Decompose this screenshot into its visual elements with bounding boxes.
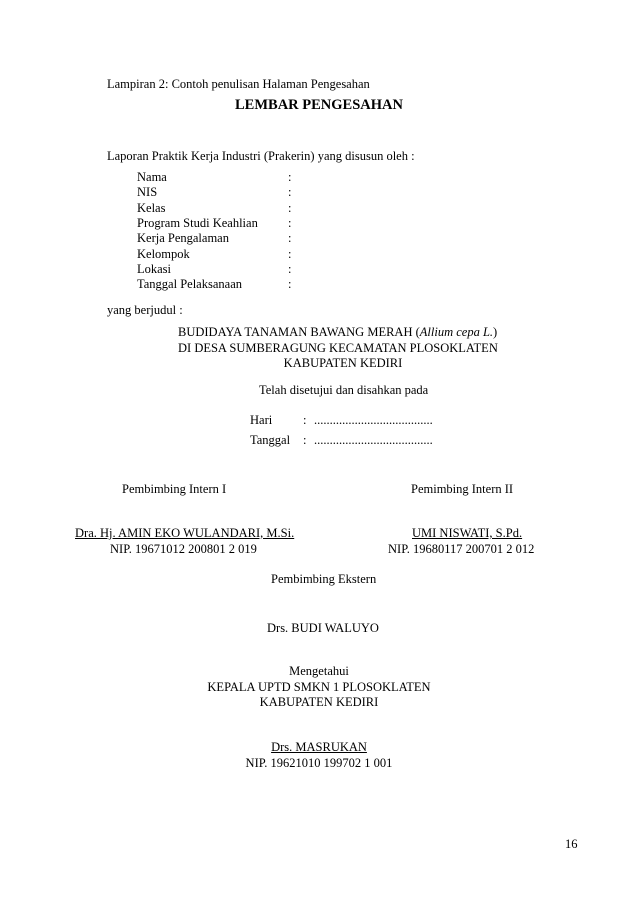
field-label: Kelas: [137, 200, 166, 215]
tanggal-label: Tanggal: [250, 433, 291, 447]
field-row: [137, 201, 337, 216]
pembimbing-intern-1-nip: NIP. 19671012 200801 2 019: [110, 542, 257, 556]
kepala-nip: NIP. 19621010 199702 1 001: [245, 756, 393, 770]
report-title-suffix: ): [493, 325, 498, 339]
field-row: [137, 216, 337, 231]
field-row: [137, 170, 337, 185]
field-separator: :: [288, 246, 292, 261]
field-label: Nama: [137, 170, 167, 184]
pembimbing-ekstern-name: Drs. BUDI WALUYO: [267, 621, 379, 635]
pembimbing-intern-2-role: Pemimbing Intern II: [411, 482, 514, 496]
hari-dots: ......................................: [314, 413, 433, 427]
report-title-line-2: DI DESA SUMBERAGUNG KECAMATAN PLOSOKLATEN: [178, 341, 498, 355]
field-separator: :: [288, 200, 292, 215]
pembimbing-intern-1-name: Dra. Hj. AMIN EKO WULANDARI, M.Si.: [75, 526, 295, 540]
field-row: [137, 185, 337, 200]
field-separator: :: [288, 170, 292, 184]
field-label: NIS: [137, 185, 158, 200]
field-separator: :: [288, 215, 292, 230]
field-separator: :: [288, 277, 292, 292]
pembimbing-ekstern-role: Pembimbing Ekstern: [271, 572, 377, 586]
hari-separator: :: [303, 413, 307, 427]
kepala-position-line-1: KEPALA UPTD SMKN 1 PLOSOKLATEN: [207, 680, 431, 694]
field-row: [137, 277, 337, 292]
judul-intro: yang berjudul :: [107, 303, 183, 317]
field-label: Kerja Pengalaman: [137, 231, 229, 246]
appendix-note: Lampiran 2: Contoh penulisan Halaman Pengesahan: [107, 77, 370, 91]
field-row: [137, 231, 337, 246]
field-separator: :: [288, 185, 292, 200]
hari-label: Hari: [250, 413, 273, 427]
report-title-latin: Allium cepa L.: [419, 325, 494, 339]
pembimbing-intern-1-role: Pembimbing Intern I: [122, 482, 227, 496]
tanggal-dots: ......................................: [314, 433, 433, 447]
approval-text: Telah disetujui dan disahkan pada: [259, 383, 429, 397]
field-separator: :: [288, 231, 292, 246]
report-title-line-3: KABUPATEN KEDIRI: [283, 356, 403, 370]
field-label: Program Studi Keahlian: [137, 215, 258, 230]
page-title: LEMBAR PENGESAHAN: [235, 97, 403, 113]
report-title-prefix: BUDIDAYA TANAMAN BAWANG MERAH (: [178, 325, 420, 339]
pembimbing-intern-2-nip: NIP. 19680117 200701 2 012: [388, 542, 535, 556]
intro-text: Laporan Praktik Kerja Industri (Prakerin) yang disusun oleh :: [107, 149, 415, 163]
field-label: Lokasi: [137, 261, 172, 276]
field-separator: :: [288, 261, 292, 276]
kepala-name: [0, 740, 638, 755]
field-row: [137, 262, 337, 277]
tanggal-separator: :: [303, 433, 307, 447]
kepala-position-line-2: KABUPATEN KEDIRI: [259, 695, 379, 709]
page-number: 16: [565, 837, 578, 851]
report-title-line-1: [178, 325, 497, 340]
mengetahui-label: Mengetahui: [289, 664, 349, 678]
pembimbing-intern-2-name: UMI NISWATI, S.Pd.: [412, 526, 523, 540]
field-label: Kelompok: [137, 246, 190, 261]
field-row: [137, 247, 337, 262]
kepala-name-text: Drs. MASRUKAN: [271, 740, 367, 754]
field-label: Tanggal Pelaksanaan: [137, 277, 242, 292]
